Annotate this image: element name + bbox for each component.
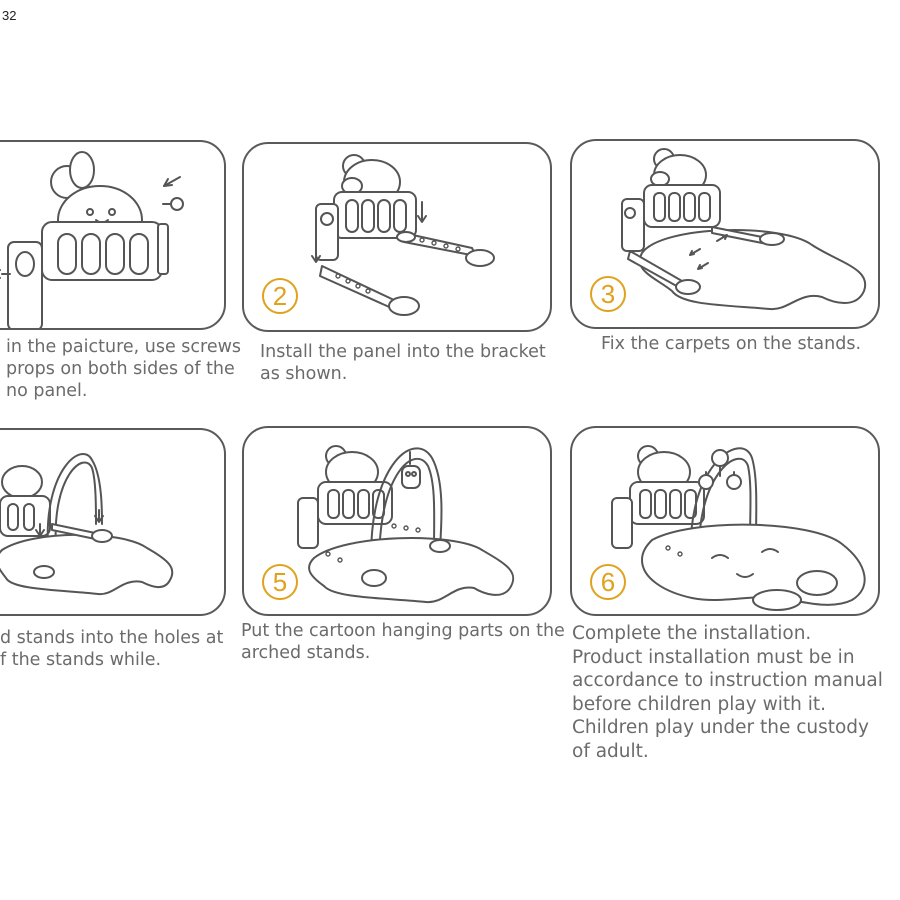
step-2-number-badge (260, 276, 300, 316)
step-5-number-badge (260, 562, 300, 602)
step-6-caption-line: Children play under the custody (572, 717, 870, 739)
step-5-panel (242, 426, 552, 616)
step-4-caption-line: d stands into the holes at (0, 628, 224, 648)
step-3-caption-line: Fix the carpets on the stands. (601, 334, 862, 354)
step-4-illustration (0, 430, 226, 616)
step-2-caption-line: Install the panel into the bracket (260, 342, 546, 362)
step-3-panel (570, 139, 880, 329)
step-6-caption-line: accordance to instruction manual (572, 670, 883, 692)
step-3-number-badge (588, 274, 628, 314)
step-5-caption-line: arched stands. (241, 643, 371, 663)
page-number: 32 (2, 8, 17, 23)
step-6-panel (570, 426, 880, 616)
step-6-caption-line: before children play with it. (572, 693, 826, 715)
step-6-number: 6 (600, 567, 616, 597)
step-5-caption-line: Put the cartoon hanging parts on the (241, 621, 565, 641)
step-3-caption (601, 333, 861, 355)
step-1-panel (0, 140, 226, 330)
step-1-caption-line: props on both sides of the (6, 359, 235, 379)
step-6-caption-line: Complete the installation. (572, 623, 812, 644)
step-4-caption-line: f the stands while. (0, 650, 162, 670)
step-1-caption (6, 336, 241, 402)
step-4-panel (0, 428, 226, 616)
step-2-caption-line: as shown. (260, 364, 348, 384)
step-5-caption (241, 620, 565, 664)
step-1-caption-line: in the paicture, use screws (6, 337, 242, 357)
step-6-caption-line: Product installation must be in (572, 646, 855, 668)
step-2-caption (260, 341, 546, 385)
step-6-caption-line: of adult. (572, 740, 649, 762)
step-3-number: 3 (600, 279, 616, 309)
step-6-caption (572, 622, 883, 764)
step-4-caption (0, 627, 223, 671)
step-2-number: 2 (272, 281, 288, 311)
step-6-number-badge (588, 562, 628, 602)
step-2-panel (242, 142, 552, 332)
step-1-caption-line: no panel. (6, 381, 88, 401)
step-1-illustration (0, 142, 226, 330)
step-5-number: 5 (272, 567, 288, 597)
